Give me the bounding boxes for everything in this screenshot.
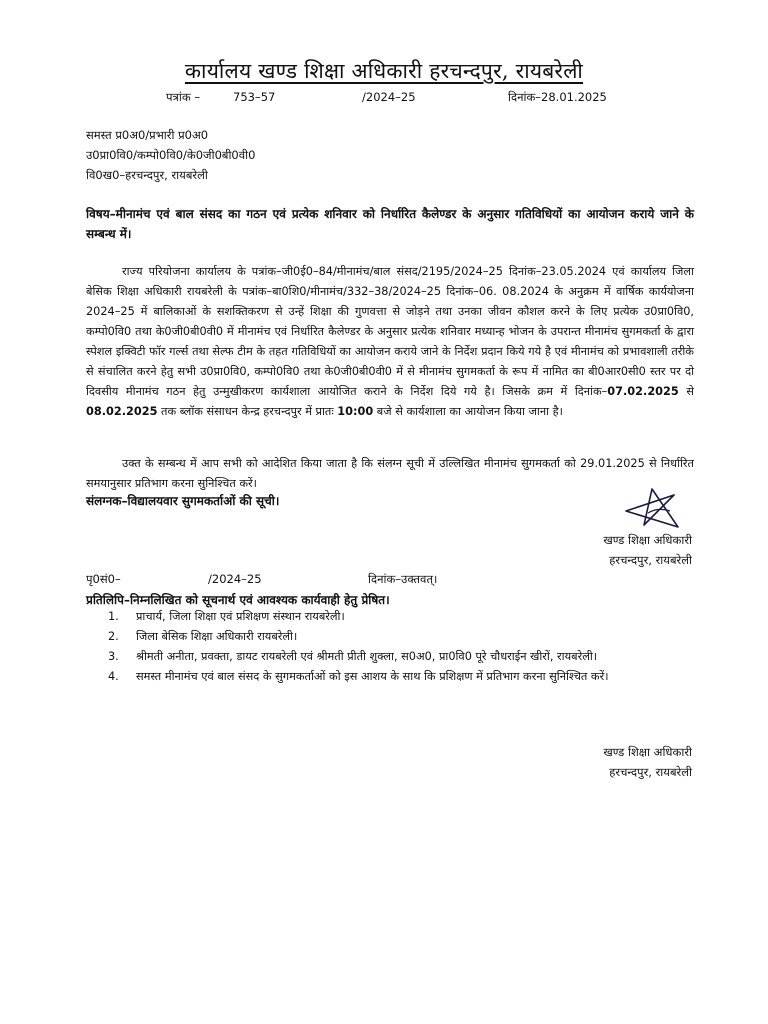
ref-year: /2024–25 [362,90,416,104]
body-text: बजे से कार्यशाला का आयोजन किया जाना है। [373,405,563,418]
list-item-number: 2. [108,630,119,643]
subject-line: विषय–मीनामंच एवं बाल संसद का गठन एवं प्रत्येक शनिवार को निर्धारित कैलेण्डर के अनुसार गतिविधियों का आयोजन कराये जाने के सम्बन्ध में। [86,207,694,241]
addressee-2: उ0प्रा0वि0/कम्पो0वि0/के0जी0बी0वी0 [86,148,256,162]
list-item [108,667,696,687]
list-item-text: श्रीमती अनीता, प्रवक्ता, डायट रायबरेली एवं श्रीमती प्रीती शुक्ला, स0अ0, प्रा0वि0 पूरे चौधराईन खीरों, रायबरेली। [136,650,598,663]
letter-date: दिनांक–28.01.2025 [508,90,607,104]
signature-mark [618,485,690,533]
copy-ref-year: /2024–25 [208,572,262,586]
list-item-number: 1. [108,610,119,623]
list-item-text: समस्त मीनामंच एवं बाल संसद के सुगमकर्ताओं को इस आशय के साथ कि प्रशिक्षण में प्रतिभाग करना सुनिश्चित करें। [136,670,609,683]
office-title: कार्यालय खण्ड शिक्षा अधिकारी हरचन्दपुर, रायबरेली [184,59,584,83]
list-item [108,647,696,667]
signatory-1-place: हरचन्दपुर, रायबरेली [609,553,692,567]
signatory-2 [603,742,692,782]
addressee-1: समस्त प्र0अ0/प्रभारी प्र0अ0 [86,128,209,142]
body-paragraph-2: उक्त के सम्बन्ध में आप सभी को आदेशित किया जाता है कि संलग्न सूची में उल्लिखित मीनामंच सुगमकर्ता को 29.01.2025 से निर्धारित समयानुसार प्रतिभाग करना सुनिश्चित करें। [86,457,694,490]
signatory-1-designation: खण्ड शिक्षा अधिकारी [603,533,692,547]
copy-list [108,607,696,687]
body-text: राज्य परियोजना कार्यालय के पत्रांक–जी0ई0–84/मीनामंच/बाल संसद/2195/2024–25 दिनांक–23.05.2024 एवं कार्यालय जिला बेसिक शिक्षा अधिकारी रायबरेली के पत्रांक–बा0शि0/मीनामंच/332–38/2024–25 दिनांक–06. 08.2024 के अनुक्रम में वार्षिक कार्ययोजना 2024–25 में बालिकाओं के सशक्तिकरण से उन्हें शिक्षा की गुणवत्ता से जोड़ने तथा उनका जीवन कौशल करने के लिए प्रत्येक उ0प्रा0वि0, कम्पो0वि0 तथा के0जी0बी0वी0 में मीनामंच एवं निर्धारित कैलेण्डर के अनुसार प्रत्येक शनिवार मध्यान्ह भोजन के उपरान्त मीनामंच सुगमकर्ता के द्वारा स्पेशल इक्विटी फॉर गर्ल्स तथा सेल्फ टीम के तहत गतिविधियों का आयोजन कराये जाने के निर्देश प्रदान किये गये है एवं मीनामंच को प्रभावशाली तरीके से संचालित करने हेतु सभी उ0प्रा0वि0, कम्पो0वि0 तथा के0जी0बी0वी0 में से मीनामंच सुगमकर्ता के रूप में नामित का बी0आर0सी0 स्तर पर दो दिवसीय मीनामंच गठन हेतु उन्मुखीकरण कार्यशाला आयोजित कराने के निर्देश दिये गये है। जिसके क्रम में दिनांक– [86,265,694,398]
list-item-text: प्राचार्य, जिला शिक्षा एवं प्रशिक्षण संस्थान रायबरेली। [136,610,345,623]
copy-ref-label: पृ0सं0– [86,572,121,586]
list-item-text: जिला बेसिक शिक्षा अधिकारी रायबरेली। [136,630,298,643]
signatory-1 [603,530,692,570]
body-text: से [678,385,694,398]
workshop-start-date: 07.02.2025 [607,385,679,398]
ref-number: 753–57 [233,90,276,104]
list-item [108,627,696,647]
body-text: तक ब्लॉक संसाधन केन्द्र हरचन्दपुर में प्रातः [157,405,338,418]
copy-date: दिनांक–उक्तवत्। [368,572,438,586]
addressee-3: वि0ख0–हरचन्दपुर, रायबरेली [86,168,208,182]
signatory-2-designation: खण्ड शिक्षा अधिकारी [603,745,692,759]
workshop-time: 10:00 [337,405,374,418]
list-item [108,607,696,627]
list-item-number: 4. [108,670,119,683]
copy-heading: प्रतिलिपि–निम्नलिखित को सूचनार्थ एवं आवश्यक कार्यवाही हेतु प्रेषित। [86,593,390,607]
enclosure-line: संलग्नक–विद्यालयवार सुगमकर्ताओं की सूची। [86,494,280,508]
ref-label: पत्रांक – [166,90,201,104]
workshop-end-date: 08.02.2025 [86,405,158,418]
list-item-number: 3. [108,650,119,663]
body-paragraph-1 [86,262,694,422]
signatory-2-place: हरचन्दपुर, रायबरेली [609,765,692,779]
